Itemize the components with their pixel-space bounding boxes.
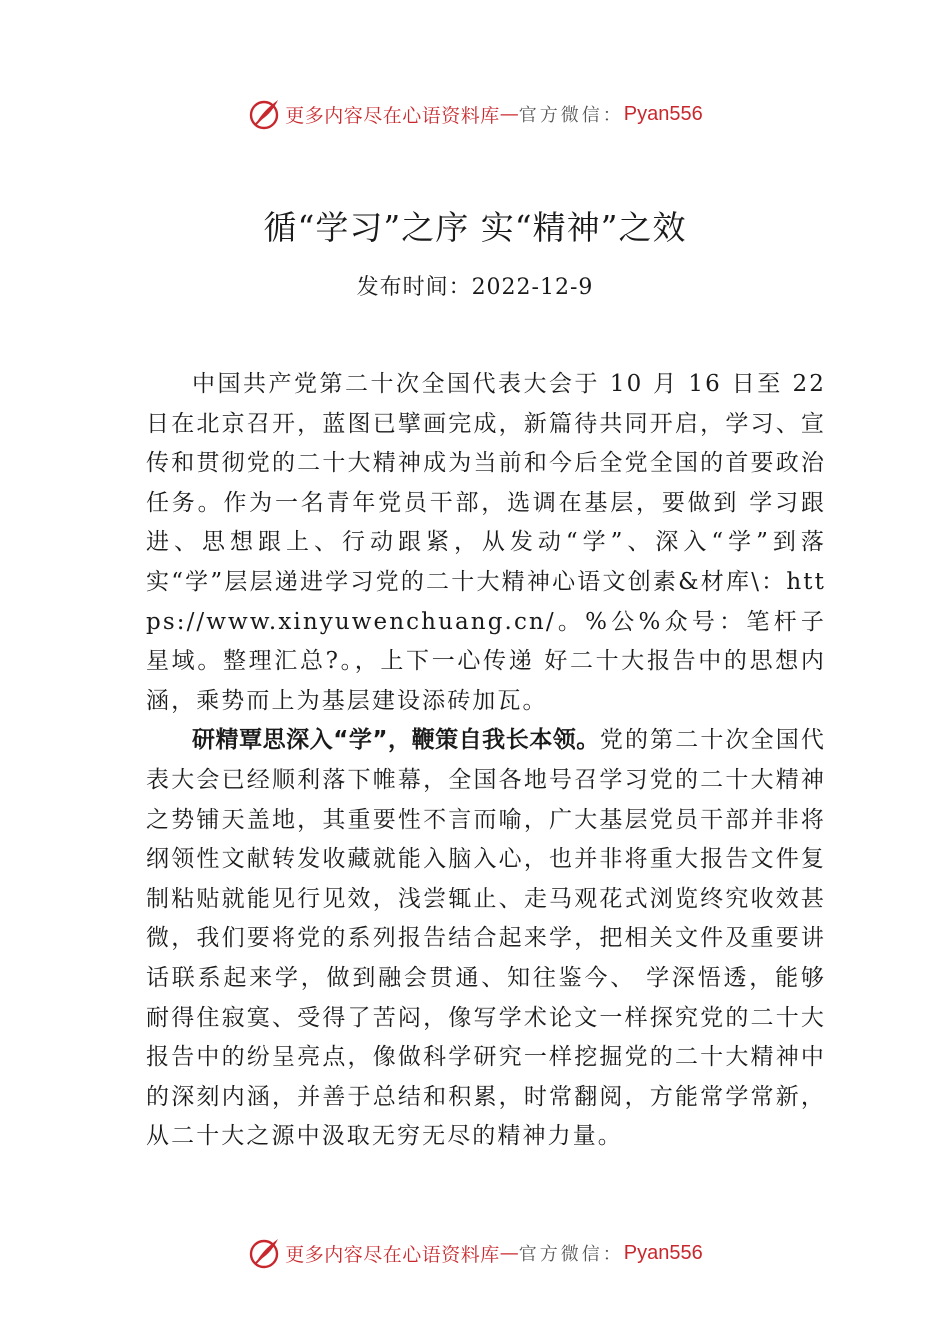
banner-brand: 更多内容尽在心语资料库 [285, 1243, 500, 1266]
banner-dash: — [499, 1242, 519, 1264]
banner-brand: 更多内容尽在心语资料库 [285, 104, 500, 127]
banner-dash: — [499, 103, 519, 125]
banner-official-label: 官方微信： [518, 105, 624, 126]
publish-date: 发布时间：2022-12-9 [356, 275, 594, 300]
paragraph [146, 365, 826, 721]
footer-banner [0, 1233, 950, 1273]
banner-official-label: 官方微信： [518, 1244, 624, 1265]
quill-logo-icon [247, 1236, 281, 1270]
paragraph-text: 中国共产党第二十次全国代表大会于 10 月 16 日至 22 日在北京召开，蓝图已擘画完成，新篇待共同开启，学习、宣传和贯彻党的二十大精神成为当前和今后全党全国的首要政治任务。作为一名青年党员干部，选调在基层，要做到 学习跟进、思想跟上、行动跟紧，从发动“学”、深入“学”到落实“学”层层递进学习党的二十大精神心语文创素&材库\：https://www.xinyuwenchuang.cn/。%公%众号：笔杆子星域。整理汇总?。，上下一心传递 好二十大报告中的思想内涵，乘势而上为基层建设添砖加瓦。 [146, 371, 826, 714]
paragraph-lead: 研精覃思深入“学”，鞭策自我长本领。 [192, 727, 600, 754]
paragraph [146, 721, 826, 1157]
article-body [146, 365, 826, 1157]
header-banner [0, 94, 950, 134]
banner-wechat-id: Pyan556 [623, 1241, 703, 1264]
banner-wechat-id: Pyan556 [623, 102, 703, 125]
paragraph-text: 党的第二十次全国代表大会已经顺利落下帷幕，全国各地号召学习党的二十大精神之势铺天盖地，其重要性不言而喻，广大基层党员干部并非将纲领性文献转发收藏就能入脑入心，也并非将重大报告文件复制粘贴就能见行见效，浅尝辄止、走马观花式浏览终究收效甚微，我们要将党的系列报告结合起来学，把相关文件及重要讲话联系起来学，做到融会贯通、知往鉴今、 学深悟透，能够耐得住寂寞、受得了苦闷，像写学术论文一样探究党的二十大报告中的纷呈亮点，像做科学研究一样挖掘党的二十大精神中的深刻内涵，并善于总结和积累，时常翻阅，方能常学常新，从二十大之源中汲取无穷无尽的精神力量。 [146, 727, 826, 1150]
page-title: 循“学习”之序 实“精神”之效 [263, 208, 687, 247]
quill-logo-icon [247, 97, 281, 131]
